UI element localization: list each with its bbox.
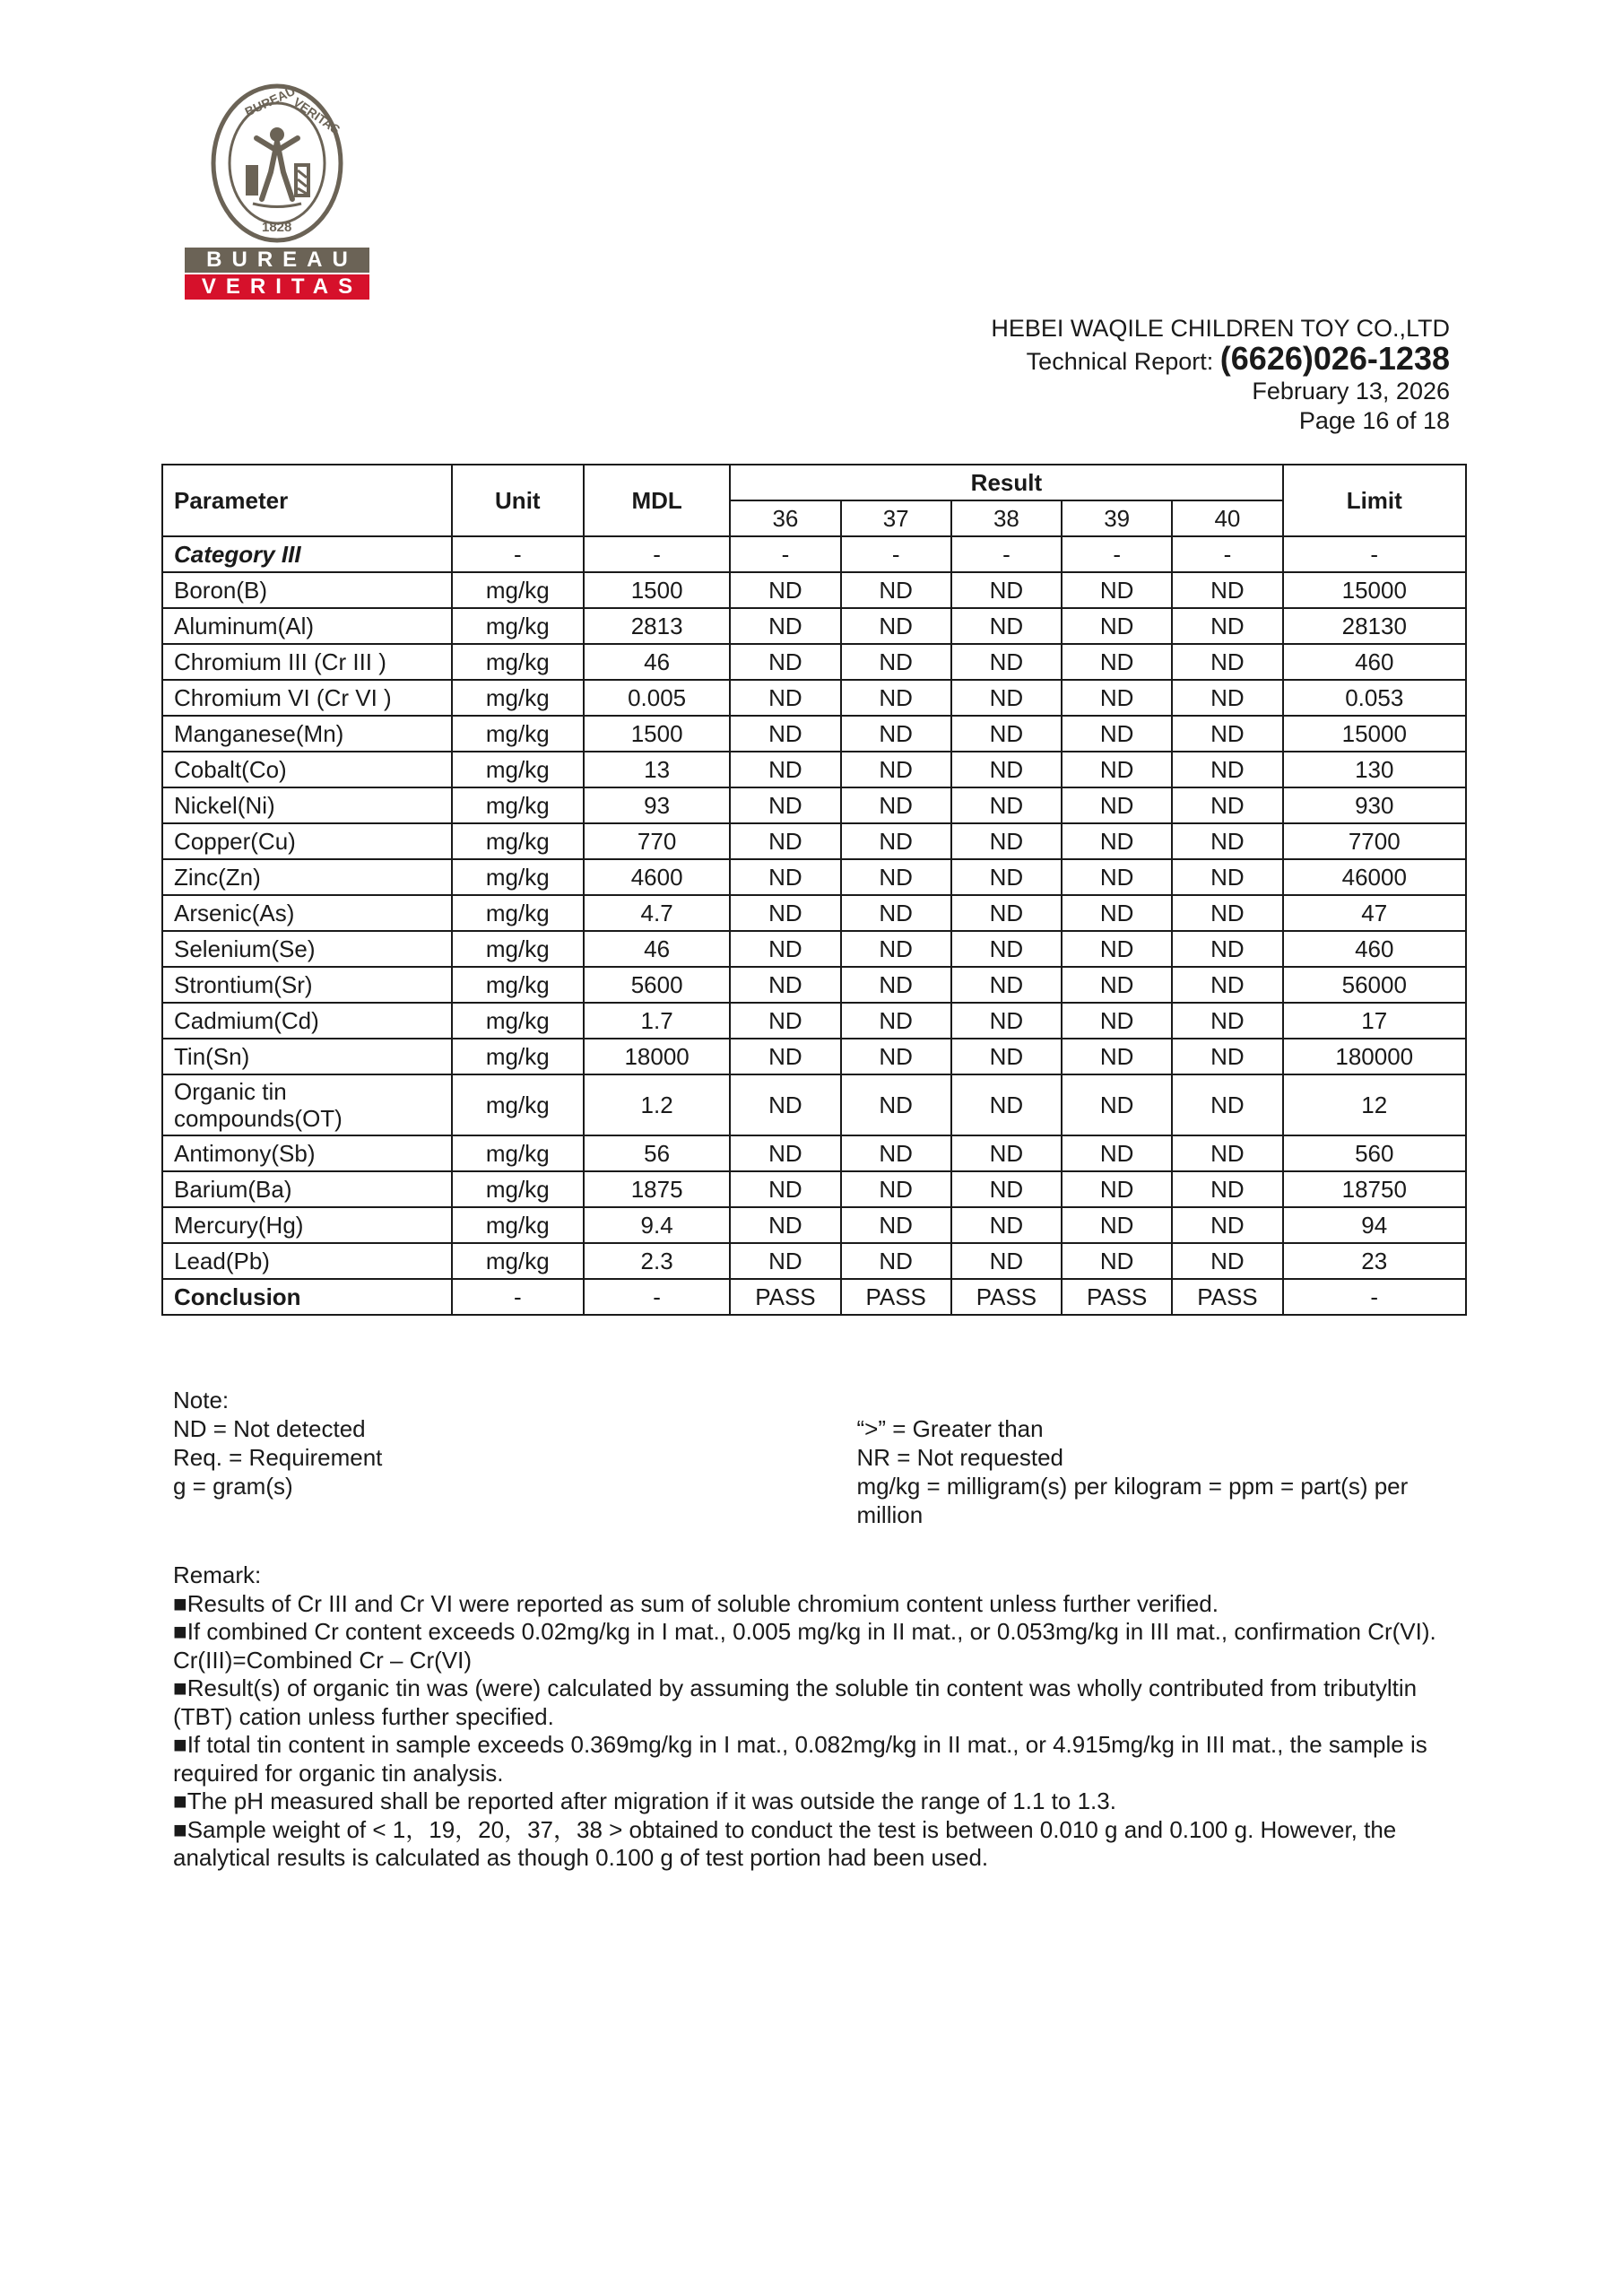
- table-row: [162, 1243, 1466, 1279]
- cell-result: ND: [730, 608, 840, 644]
- cell-mdl: 46: [584, 644, 730, 680]
- cell-result: ND: [730, 680, 840, 716]
- cell-unit: mg/kg: [452, 967, 584, 1003]
- cell-unit: mg/kg: [452, 1039, 584, 1074]
- cell-result: ND: [841, 931, 951, 967]
- cell-result: ND: [841, 1243, 951, 1279]
- cell-result: -: [841, 536, 951, 572]
- cell-result: ND: [951, 895, 1062, 931]
- cell-result: ND: [841, 1207, 951, 1243]
- cell-limit: 460: [1283, 931, 1466, 967]
- cell-result: ND: [951, 608, 1062, 644]
- cell-unit: mg/kg: [452, 823, 584, 859]
- table-header-row: [162, 465, 1466, 500]
- conclusion-label: Conclusion: [162, 1279, 452, 1315]
- cell-parameter: Chromium VI (Cr VI ): [162, 680, 452, 716]
- cell-mdl: 13: [584, 752, 730, 787]
- note-item: Req. = Requirement: [173, 1444, 383, 1471]
- cell-limit: 46000: [1283, 859, 1466, 895]
- cell-result: ND: [1172, 1074, 1282, 1135]
- cell-result: ND: [1062, 931, 1172, 967]
- cell-result: ND: [1172, 1243, 1282, 1279]
- notes-section: [173, 1386, 1464, 1529]
- cell-mdl: 770: [584, 823, 730, 859]
- cell-result: ND: [730, 1074, 840, 1135]
- cell-limit: 47: [1283, 895, 1466, 931]
- category-label: Category III: [162, 536, 452, 572]
- cell-result: ND: [730, 1003, 840, 1039]
- cell-result: ND: [951, 752, 1062, 787]
- cell-result: PASS: [951, 1279, 1062, 1315]
- remark-item: ■Results of Cr III and Cr VI were reported as sum of soluble chromium content unless further verified.: [173, 1589, 1219, 1617]
- cell-result: ND: [1062, 1003, 1172, 1039]
- conclusion-row: [162, 1279, 1466, 1315]
- table-row: [162, 572, 1466, 608]
- remark-item: ■Sample weight of < 1，19，20，37，38 > obtained to conduct the test is between 0.010 g and 0.100 g. However, the analytical results is calculated as though 0.100 g of test portion had been used.: [173, 1815, 1397, 1871]
- header-sample: 37: [841, 500, 951, 536]
- cell-result: ND: [1172, 716, 1282, 752]
- cell-mdl: -: [584, 536, 730, 572]
- cell-result: ND: [1172, 608, 1282, 644]
- cell-result: ND: [730, 1243, 840, 1279]
- cell-result: ND: [841, 859, 951, 895]
- cell-result: ND: [1062, 1135, 1172, 1171]
- cell-result: ND: [951, 967, 1062, 1003]
- table-row: [162, 1074, 1466, 1135]
- cell-result: ND: [951, 1003, 1062, 1039]
- cell-result: ND: [951, 1243, 1062, 1279]
- table-row: [162, 752, 1466, 787]
- remark-item: ■The pH measured shall be reported after migration if it was outside the range of 1.1 to 1.3.: [173, 1787, 1116, 1814]
- cell-result: ND: [951, 823, 1062, 859]
- cell-result: PASS: [1062, 1279, 1172, 1315]
- cell-result: ND: [730, 716, 840, 752]
- cell-limit: 28130: [1283, 608, 1466, 644]
- cell-limit: 180000: [1283, 1039, 1466, 1074]
- cell-unit: mg/kg: [452, 859, 584, 895]
- cell-result: ND: [1172, 823, 1282, 859]
- cell-result: ND: [730, 967, 840, 1003]
- cell-result: ND: [1172, 1207, 1282, 1243]
- header-sample: 36: [730, 500, 840, 536]
- table-row: [162, 1171, 1466, 1207]
- cell-parameter: Tin(Sn): [162, 1039, 452, 1074]
- cell-limit: 17: [1283, 1003, 1466, 1039]
- table-row: [162, 680, 1466, 716]
- table-row: [162, 895, 1466, 931]
- cell-mdl: 4.7: [584, 895, 730, 931]
- cell-unit: mg/kg: [452, 1207, 584, 1243]
- cell-result: ND: [1172, 1135, 1282, 1171]
- cell-unit: mg/kg: [452, 1074, 584, 1135]
- cell-result: ND: [951, 1207, 1062, 1243]
- svg-text:BUREAU: BUREAU: [242, 83, 298, 119]
- cell-mdl: 1.2: [584, 1074, 730, 1135]
- cell-result: ND: [730, 787, 840, 823]
- bureau-veritas-logo: [182, 83, 372, 300]
- cell-result: ND: [951, 931, 1062, 967]
- cell-result: ND: [730, 1207, 840, 1243]
- cell-result: ND: [1062, 823, 1172, 859]
- seal-year: 1828: [262, 220, 292, 235]
- cell-limit: -: [1283, 536, 1466, 572]
- table-row: [162, 644, 1466, 680]
- cell-result: ND: [841, 967, 951, 1003]
- header-sample: 38: [951, 500, 1062, 536]
- cell-mdl: 1500: [584, 716, 730, 752]
- cell-unit: mg/kg: [452, 716, 584, 752]
- cell-result: ND: [841, 608, 951, 644]
- cell-mdl: 18000: [584, 1039, 730, 1074]
- table-row: [162, 1003, 1466, 1039]
- cell-limit: 460: [1283, 644, 1466, 680]
- report-number: (6626)026-1238: [1219, 340, 1450, 377]
- svg-text:VERITAS: VERITAS: [291, 94, 343, 137]
- remark-item: ■If combined Cr content exceeds 0.02mg/kg in I mat., 0.005 mg/kg in II mat., or 0.053mg/kg in III mat., confirmation Cr(VI). Cr(III)=Combined Cr – Cr(VI): [173, 1618, 1436, 1674]
- cell-result: ND: [1172, 859, 1282, 895]
- cell-limit: 23: [1283, 1243, 1466, 1279]
- cell-parameter: Organic tin compounds(OT): [162, 1074, 452, 1135]
- table-body: [162, 536, 1466, 1315]
- cell-result: ND: [730, 1171, 840, 1207]
- cell-result: ND: [1062, 967, 1172, 1003]
- header-mdl: MDL: [584, 465, 730, 536]
- cell-result: ND: [1062, 752, 1172, 787]
- table-row: [162, 967, 1466, 1003]
- cell-unit: mg/kg: [452, 1243, 584, 1279]
- cell-result: ND: [1062, 859, 1172, 895]
- cell-result: ND: [841, 680, 951, 716]
- cell-result: PASS: [1172, 1279, 1282, 1315]
- cell-limit: -: [1283, 1279, 1466, 1315]
- cell-result: ND: [841, 752, 951, 787]
- cell-unit: mg/kg: [452, 1135, 584, 1171]
- cell-result: ND: [841, 1135, 951, 1171]
- results-table: [161, 464, 1467, 1316]
- cell-mdl: 1.7: [584, 1003, 730, 1039]
- cell-result: -: [1062, 536, 1172, 572]
- cell-limit: 18750: [1283, 1171, 1466, 1207]
- cell-mdl: -: [584, 1279, 730, 1315]
- cell-result: ND: [841, 787, 951, 823]
- cell-result: ND: [951, 859, 1062, 895]
- cell-unit: mg/kg: [452, 1171, 584, 1207]
- header-limit: Limit: [1283, 465, 1466, 536]
- cell-result: ND: [951, 1074, 1062, 1135]
- cell-unit: mg/kg: [452, 644, 584, 680]
- cell-result: ND: [1172, 680, 1282, 716]
- cell-result: ND: [951, 716, 1062, 752]
- report-line: [991, 340, 1450, 377]
- cell-result: ND: [730, 752, 840, 787]
- cell-result: ND: [841, 1003, 951, 1039]
- cell-mdl: 2813: [584, 608, 730, 644]
- cell-result: ND: [1172, 644, 1282, 680]
- page-number: Page 16 of 18: [1298, 407, 1450, 434]
- cell-mdl: 1875: [584, 1171, 730, 1207]
- cell-result: -: [730, 536, 840, 572]
- cell-unit: mg/kg: [452, 572, 584, 608]
- header-sample: 40: [1172, 500, 1282, 536]
- note-item: g = gram(s): [173, 1473, 293, 1500]
- cell-result: ND: [1062, 680, 1172, 716]
- cell-result: ND: [1062, 1039, 1172, 1074]
- cell-result: ND: [1172, 1003, 1282, 1039]
- cell-result: ND: [1062, 716, 1172, 752]
- cell-parameter: Barium(Ba): [162, 1171, 452, 1207]
- cell-result: ND: [1172, 752, 1282, 787]
- logo-bar-bureau: BUREAU: [185, 248, 369, 273]
- note-item: “>” = Greater than: [856, 1415, 1044, 1442]
- note-item: ND = Not detected: [173, 1415, 366, 1442]
- report-date: February 13, 2026: [1252, 378, 1450, 404]
- header-sample: 39: [1062, 500, 1172, 536]
- cell-result: ND: [841, 1039, 951, 1074]
- cell-mdl: 5600: [584, 967, 730, 1003]
- cell-result: ND: [730, 859, 840, 895]
- table-row: [162, 1039, 1466, 1074]
- cell-unit: mg/kg: [452, 895, 584, 931]
- cell-result: ND: [951, 787, 1062, 823]
- cell-parameter: Cadmium(Cd): [162, 1003, 452, 1039]
- cell-limit: 130: [1283, 752, 1466, 787]
- cell-parameter: Mercury(Hg): [162, 1207, 452, 1243]
- cell-result: ND: [1062, 1074, 1172, 1135]
- cell-result: ND: [841, 823, 951, 859]
- cell-result: ND: [1172, 931, 1282, 967]
- cell-limit: 15000: [1283, 572, 1466, 608]
- table-row: [162, 931, 1466, 967]
- cell-result: ND: [730, 1135, 840, 1171]
- header-result: Result: [730, 465, 1282, 500]
- cell-mdl: 93: [584, 787, 730, 823]
- cell-limit: 7700: [1283, 823, 1466, 859]
- table-row: [162, 716, 1466, 752]
- cell-limit: 15000: [1283, 716, 1466, 752]
- cell-result: PASS: [730, 1279, 840, 1315]
- cell-result: ND: [951, 1039, 1062, 1074]
- cell-result: ND: [1172, 1039, 1282, 1074]
- cell-parameter: Strontium(Sr): [162, 967, 452, 1003]
- cell-unit: mg/kg: [452, 1003, 584, 1039]
- cell-limit: 930: [1283, 787, 1466, 823]
- cell-result: ND: [1062, 1171, 1172, 1207]
- category-row: [162, 536, 1466, 572]
- cell-parameter: Boron(B): [162, 572, 452, 608]
- note-item: NR = Not requested: [856, 1444, 1064, 1471]
- table-row: [162, 1207, 1466, 1243]
- cell-result: ND: [951, 680, 1062, 716]
- cell-result: ND: [730, 931, 840, 967]
- cell-limit: 0.053: [1283, 680, 1466, 716]
- cell-parameter: Aluminum(Al): [162, 608, 452, 644]
- company-name: HEBEI WAQILE CHILDREN TOY CO.,LTD: [991, 315, 1450, 342]
- cell-result: ND: [730, 1039, 840, 1074]
- cell-result: ND: [1172, 895, 1282, 931]
- cell-result: ND: [1062, 1243, 1172, 1279]
- notes-title: Note:: [173, 1387, 230, 1413]
- cell-result: ND: [1172, 572, 1282, 608]
- cell-result: ND: [951, 644, 1062, 680]
- cell-result: ND: [1172, 787, 1282, 823]
- cell-result: ND: [951, 1135, 1062, 1171]
- report-label: Technical Report:: [1026, 348, 1214, 375]
- cell-result: -: [951, 536, 1062, 572]
- table-row: [162, 608, 1466, 644]
- cell-mdl: 2.3: [584, 1243, 730, 1279]
- cell-unit: -: [452, 536, 584, 572]
- cell-result: ND: [1172, 967, 1282, 1003]
- cell-unit: mg/kg: [452, 931, 584, 967]
- table-row: [162, 823, 1466, 859]
- cell-parameter: Zinc(Zn): [162, 859, 452, 895]
- table-row: [162, 859, 1466, 895]
- table-row: [162, 787, 1466, 823]
- cell-unit: mg/kg: [452, 680, 584, 716]
- logo-bar-veritas: VERITAS: [185, 274, 369, 300]
- bureau-veritas-seal-icon: [210, 83, 344, 244]
- cell-result: ND: [1172, 1171, 1282, 1207]
- cell-limit: 56000: [1283, 967, 1466, 1003]
- cell-parameter: Antimony(Sb): [162, 1135, 452, 1171]
- remark-item: ■If total tin content in sample exceeds 0.369mg/kg in I mat., 0.082mg/kg in II mat., or 4.915mg/kg in III mat., the sample is required for organic tin analysis.: [173, 1731, 1427, 1787]
- cell-result: ND: [1062, 1207, 1172, 1243]
- cell-parameter: Arsenic(As): [162, 895, 452, 931]
- cell-mdl: 46: [584, 931, 730, 967]
- cell-parameter: Selenium(Se): [162, 931, 452, 967]
- cell-result: ND: [1062, 787, 1172, 823]
- remark-item: ■Result(s) of organic tin was (were) calculated by assuming the soluble tin content was wholly contributed from tributyltin (TBT) cation unless further specified.: [173, 1674, 1418, 1730]
- cell-parameter: Lead(Pb): [162, 1243, 452, 1279]
- cell-parameter: Nickel(Ni): [162, 787, 452, 823]
- cell-result: ND: [730, 823, 840, 859]
- cell-result: ND: [951, 572, 1062, 608]
- cell-result: ND: [841, 716, 951, 752]
- cell-parameter: Cobalt(Co): [162, 752, 452, 787]
- cell-result: ND: [841, 1074, 951, 1135]
- cell-result: ND: [841, 895, 951, 931]
- cell-result: ND: [730, 644, 840, 680]
- cell-result: PASS: [841, 1279, 951, 1315]
- cell-mdl: 1500: [584, 572, 730, 608]
- cell-unit: -: [452, 1279, 584, 1315]
- cell-mdl: 0.005: [584, 680, 730, 716]
- cell-limit: 12: [1283, 1074, 1466, 1135]
- remarks-section: [173, 1561, 1446, 1873]
- cell-unit: mg/kg: [452, 787, 584, 823]
- cell-result: ND: [951, 1171, 1062, 1207]
- cell-parameter: Manganese(Mn): [162, 716, 452, 752]
- cell-mdl: 9.4: [584, 1207, 730, 1243]
- cell-unit: mg/kg: [452, 608, 584, 644]
- cell-result: ND: [841, 1171, 951, 1207]
- note-item: mg/kg = milligram(s) per kilogram = ppm = part(s) per million: [856, 1473, 1409, 1528]
- cell-limit: 94: [1283, 1207, 1466, 1243]
- cell-mdl: 56: [584, 1135, 730, 1171]
- cell-result: ND: [841, 572, 951, 608]
- cell-result: ND: [730, 572, 840, 608]
- cell-result: -: [1172, 536, 1282, 572]
- cell-result: ND: [730, 895, 840, 931]
- cell-result: ND: [1062, 644, 1172, 680]
- cell-result: ND: [1062, 608, 1172, 644]
- header-parameter: Parameter: [162, 465, 452, 536]
- remarks-title: Remark:: [173, 1561, 262, 1588]
- header-unit: Unit: [452, 465, 584, 536]
- cell-result: ND: [1062, 572, 1172, 608]
- cell-parameter: Copper(Cu): [162, 823, 452, 859]
- report-header: [991, 314, 1450, 436]
- cell-mdl: 4600: [584, 859, 730, 895]
- cell-result: ND: [841, 644, 951, 680]
- cell-result: ND: [1062, 895, 1172, 931]
- cell-parameter: Chromium III (Cr III ): [162, 644, 452, 680]
- cell-limit: 560: [1283, 1135, 1466, 1171]
- cell-unit: mg/kg: [452, 752, 584, 787]
- table-row: [162, 1135, 1466, 1171]
